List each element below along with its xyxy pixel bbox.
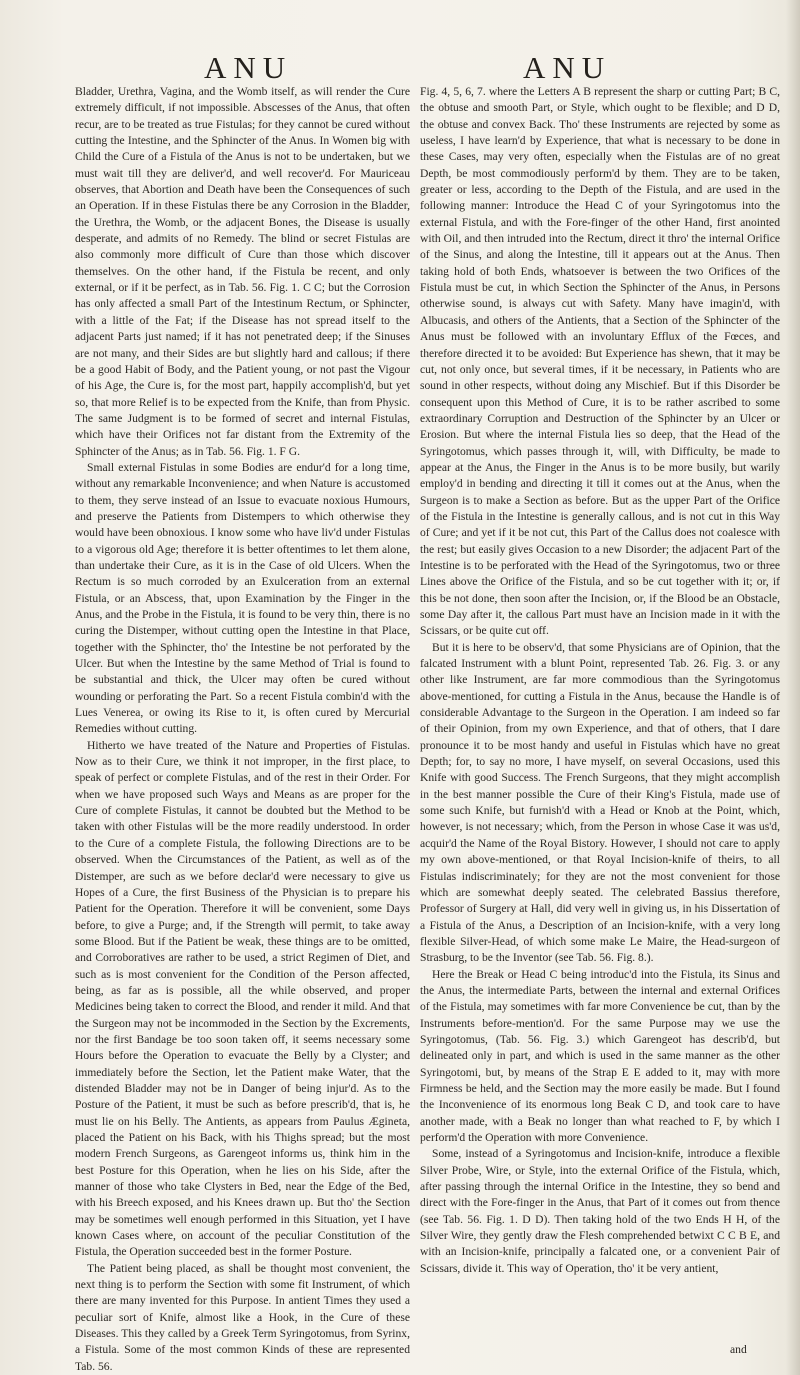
page-fold-shadow [786,0,800,1375]
left-paragraph-2: Small external Fistulas in some Bodies are endur'd for a long time, without any remarkable Inconvenience; and when Nature is accustomed to them, they serve instead of an Issue to evacuate noxious Humours, and preserve the Patients from Distempers to which otherwise they would have been obnoxious. I know some who have liv'd under Fistulas to a vigorous old Age; therefore it is better oftentimes to let them alone, than undertake their Cure, as it is in the Case of old Ulcers. When the Rectum is so much corroded by an Exulceration from an external Fistula, or an Abscess, that, upon Examination by the Finger in the Anus, and the Probe in the Fistula, it is found to be very thin, there is no curing the Distemper, without cutting open the Intestine in that Place, together with the Sphincter, tho' the Intestine be not perforated by the Ulcer. But when the Intestine by the same Method of Trial is found to be substantial and thick, the Ulcer may often be cured without wounding or perforating the Part. So a recent Fistula combin'd with the Lues Venerea, or owing its Rise to it, is often cured by Mercurial Remedies without cutting. [75,460,410,736]
left-paragraph-1: Bladder, Urethra, Vagina, and the Womb itself, as will render the Cure extremely difficult, if not impossible. Abscesses of the Anus, that often recur, are to be treated as true Fistulas; for they cannot be cured without cutting the Intestine, and the Sphincter of the Anus. In Women big with Child the Cure of a Fistula of the Anus is not to be undertaken, but we must wait till they are deliver'd, and well recover'd. For Mauriceau observes, that Abortion and Death have been the Consequences of such an Operation. If in these Fistulas there be any Corrosion in the Bladder, the Urethra, the Womb, or the adjacent Bones, the Disease is usually desperate, and admits of no Remedy. The blind or secret Fistulas are also commonly more difficult of Cure than those which discover themselves. On the other hand, if the Fistula be recent, and only external, or if it be perfect, as in Tab. 56. Fig. 1. C C; but the Corrosion has only affected a small Part of the Intestinum Rectum, or Sphincter, with a little of the Fat; if the Disease has not spread itself to the adjacent Parts just named; if it has not penetrated deep; if the Sinuses are not many, and their Sides are but slightly hard and callous; if there be a good Habit of Body, and the Patient young, or not past the Vigour of his Age, the Cure is, for the most part, happily accomplish'd, but yet so, that more Relief is to be expected from the Knife, than from Physic. The same Judgment is to be formed of secret and internal Fistulas, which have their Orifices not far distant from the Extremity of the Sphincter of the Anus; as in Tab. 56. Fig. 1. F G. [75,85,410,458]
right-paragraph-1: Fig. 4, 5, 6, 7. where the Letters A B represent the sharp or cutting Part; B C, the obtuse and smooth Part, or Style, which ought to be flexible; and D D, the obtuse and convex Back. Tho' these Instruments are rejected by some as useless, I have learn'd by Experience, that what is necessary to be done in these Cases, may very often, especially when the Fistulas are of no great Depth, be most commodiously perform'd by them. They are to be taken, greater or less, according to the Depth of the Fistula, and are used in the following manner: Introduce the Head C of your Syringotomus into the external Fistula, and with the Fore-finger of the other Hand, first anointed with Oil, and then intruded into the Rectum, direct it thro' the internal Orifice of the Sinus, and along the Intestine, till it appears out at the Anus. Then taking hold of both Ends, whatsoever is between the two Orifices of the Fistula must be cut, in which Section the Sphincter of the Anus, in Persons otherwise sound, is always cut with Safety. Many have imagin'd, with Albucasis, and others of the Antients, that a Section of the Sphincter of the Anus must be followed with an involuntary Efflux of the Fœces, and therefore directed it to be avoided: But Experience has shewn, that it may be cut, not only once, but several times, if it be necessary, in Patients who are sound in other respects, without doing any Mischief. But if this Disorder be consequent upon this Method of Cure, it is to be rather ascribed to some extraordinary Corruption and Destruction of the Sphincter by an Ulcer or Erosion. But where the internal Fistula lies so deep, that the Head of the Syringotomus, which passes through it, will, with Difficulty, be made to appear at the Anus, the Finger in the Anus is to be more busily, but warily employ'd in bending and directing it till it comes out at the Anus, when the Surgeon is to make a Section as before. But as the upper Part of the Orifice of the Fistula in the Intestine is generally callous, and is not cut in this Way of Cure; and yet if it be not cut, this Part of the Callus does not coalesce with the rest; but easily gives Occasion to a new Disorder; the adjacent Part of the Intestine is to be perforated with the Head of the Syringotomus, two or three Lines above the Orifice of the Fistula, and so be cut together with it; or, if this be not done, then soon after the Incision, or, if the Blood be an Obstacle, some Day after it, the callous Part must have an Incision made in it with the Scissars, or be quite cut off. [420,85,780,638]
catchword: and [730,1343,747,1356]
left-paragraph-3: Hitherto we have treated of the Nature and Properties of Fistulas. Now as to their Cure, we think it not improper, in the first place, to speak of perfect or complete Fistulas, and of the rest in their Order. For when we have proposed such Ways and Means as are proper for the Cure of complete Fistulas, it cannot be doubted but the Method to be taken with other Fistulas will be the more readily understood. In order to the Cure of a complete Fistula, the following Directions are to be observed. When the Circumstances of the Patient, as well as of the Distemper, are such as we before declar'd were necessary to give us Hopes of a Cure, the first Business of the Physician is to prepare his Patient for the Operation. Therefore it will be convenient, some Days before, to give a Purge; and, if the Strength will permit, to take away some Blood. But if the Patient be weak, these things are to be omitted, and Corroboratives are rather to be used, a strict Regimen of Diet, and such as is most convenient for the Condition of the Person affected, being, as far as is possible, all the while observed, and proper Medicines being taken to correct the Blood, and render it mild. And that the Surgeon may not be incommoded in the Section by the Excrements, nor the first Bandage be too soon taken off, it seems necessary some Hours before the Operation to evacuate the Belly by a Clyster; and immediately before the Section, let the Patient make Water, that the distended Bladder may not be in Danger of being injur'd. As to the Posture of the Patient, it must be such as before prescrib'd, that is, he must lie on his Belly. The Antients, as appears from Paulus Ægineta, placed the Patient on his Back, with his Thighs spread; but the most modern French Surgeons, as Garengeot informs us, think him in the best Posture for this Operation, when he lies on his Side, after the manner of those who take Clysters in Bed, near the Edge of the Bed, with his Breech exposed, and his Knees drawn up. But tho' the Section may be sometimes well enough performed in this Situation, yet I have known Cases where, on account of the peculiar Constitution of the Fistula, the Operation succeeded best in the former Posture. [75,738,410,1259]
running-head-right: ANU [523,50,612,85]
right-paragraph-4: Some, instead of a Syringotomus and Incision-knife, introduce a flexible Silver Probe, Wire, or Style, into the external Orifice of the Fistula, which, after passing through the internal Orifice in the Intestine, they so bend and direct with the Fore-finger in the Anus, that Part of it comes out from thence (see Tab. 56. Fig. 1. D D). Then taking hold of the two Ends H H, of the Silver Wire, they gently draw the Flesh comprehended betwixt C C B E, and with an Incision-knife, principally a falcated one, or a convenient Pair of Scissars, divide it. This way of Operation, tho' it be very antient, [420,1147,780,1275]
running-head-left: ANU [204,50,293,85]
right-column [420,84,780,1277]
left-paragraph-4: The Patient being placed, as shall be thought most convenient, the next thing is to perform the Section with some fit Instrument, of which there are many invented for this Purpose. In antient Times they used a peculiar sort of Knife, almost like a Hook, in the Cure of these Diseases. This they called by a Greek Term Syringotomus, from Syrinx, a Fistula. Some of the most common Kinds of these are represented Tab. 56. [75,1261,410,1373]
right-paragraph-3: Here the Break or Head C being introduc'd into the Fistula, its Sinus and the Anus, the intermediate Parts, between the internal and external Orifices of the Fistula, may sometimes with far more Convenience be cut, than by the Instruments before-mention'd. For the same Purpose may we use the Syringotomus, (Tab. 56. Fig. 3.) which Garengeot has describ'd, but delineated only in part, and which is used in the same manner as the other Syringotomi, but, by means of the Strap E E added to it, may with more Firmness be held, and the Section may the more easily be made. But I found the Inconvenience of its enormous long Beak C D, and took care to have another made, with a Beak no longer than what reached to F, by which I perform'd the Operation with more Convenience. [420,967,780,1144]
right-paragraph-2: But it is here to be observ'd, that some Physicians are of Opinion, that the falcated Instrument with a blunt Point, represented Tab. 26. Fig. 3. or any other like Instrument, are far more commodious than the Syringotomus above-mentioned, for cutting a Fistula in the Anus, because the Handle is of considerable Advantage to the Surgeon in the Operation. I am indeed so far of their Opinion, from my own Experience, and that of others, that I dare pronounce it to be most handy and useful in Fistulas which have no great Depth; for, to say no more, I have myself, on several Occasions, used this Knife with good Success. The French Surgeons, that they might accomplish in the best manner possible the Cure of their King's Fistula, made use of some such Knife, but furnish'd with a Head or Knob at the Point, which, however, is not necessary; which, from the Person in whose Case it was us'd, acquir'd the Name of the Royal Bistory. However, I should not care to apply my own above-mentioned, or that Royal Incision-knife of theirs, to all Fistulas indiscriminately; for they are not the most convenient for those which are somewhat deeply seated. The celebrated Bassius therefore, Professor of Surgery at Hall, did very well in giving us, in his Dissertation of a Fistula of the Anus, a Description of an Incision-knife, with a very long flexible Silver-Head, of which some make Le Maire, the Head-surgeon of Strasburg, to be the Inventor (see Tab. 56. Fig. 8.). [420,640,780,965]
left-column [75,84,410,1375]
